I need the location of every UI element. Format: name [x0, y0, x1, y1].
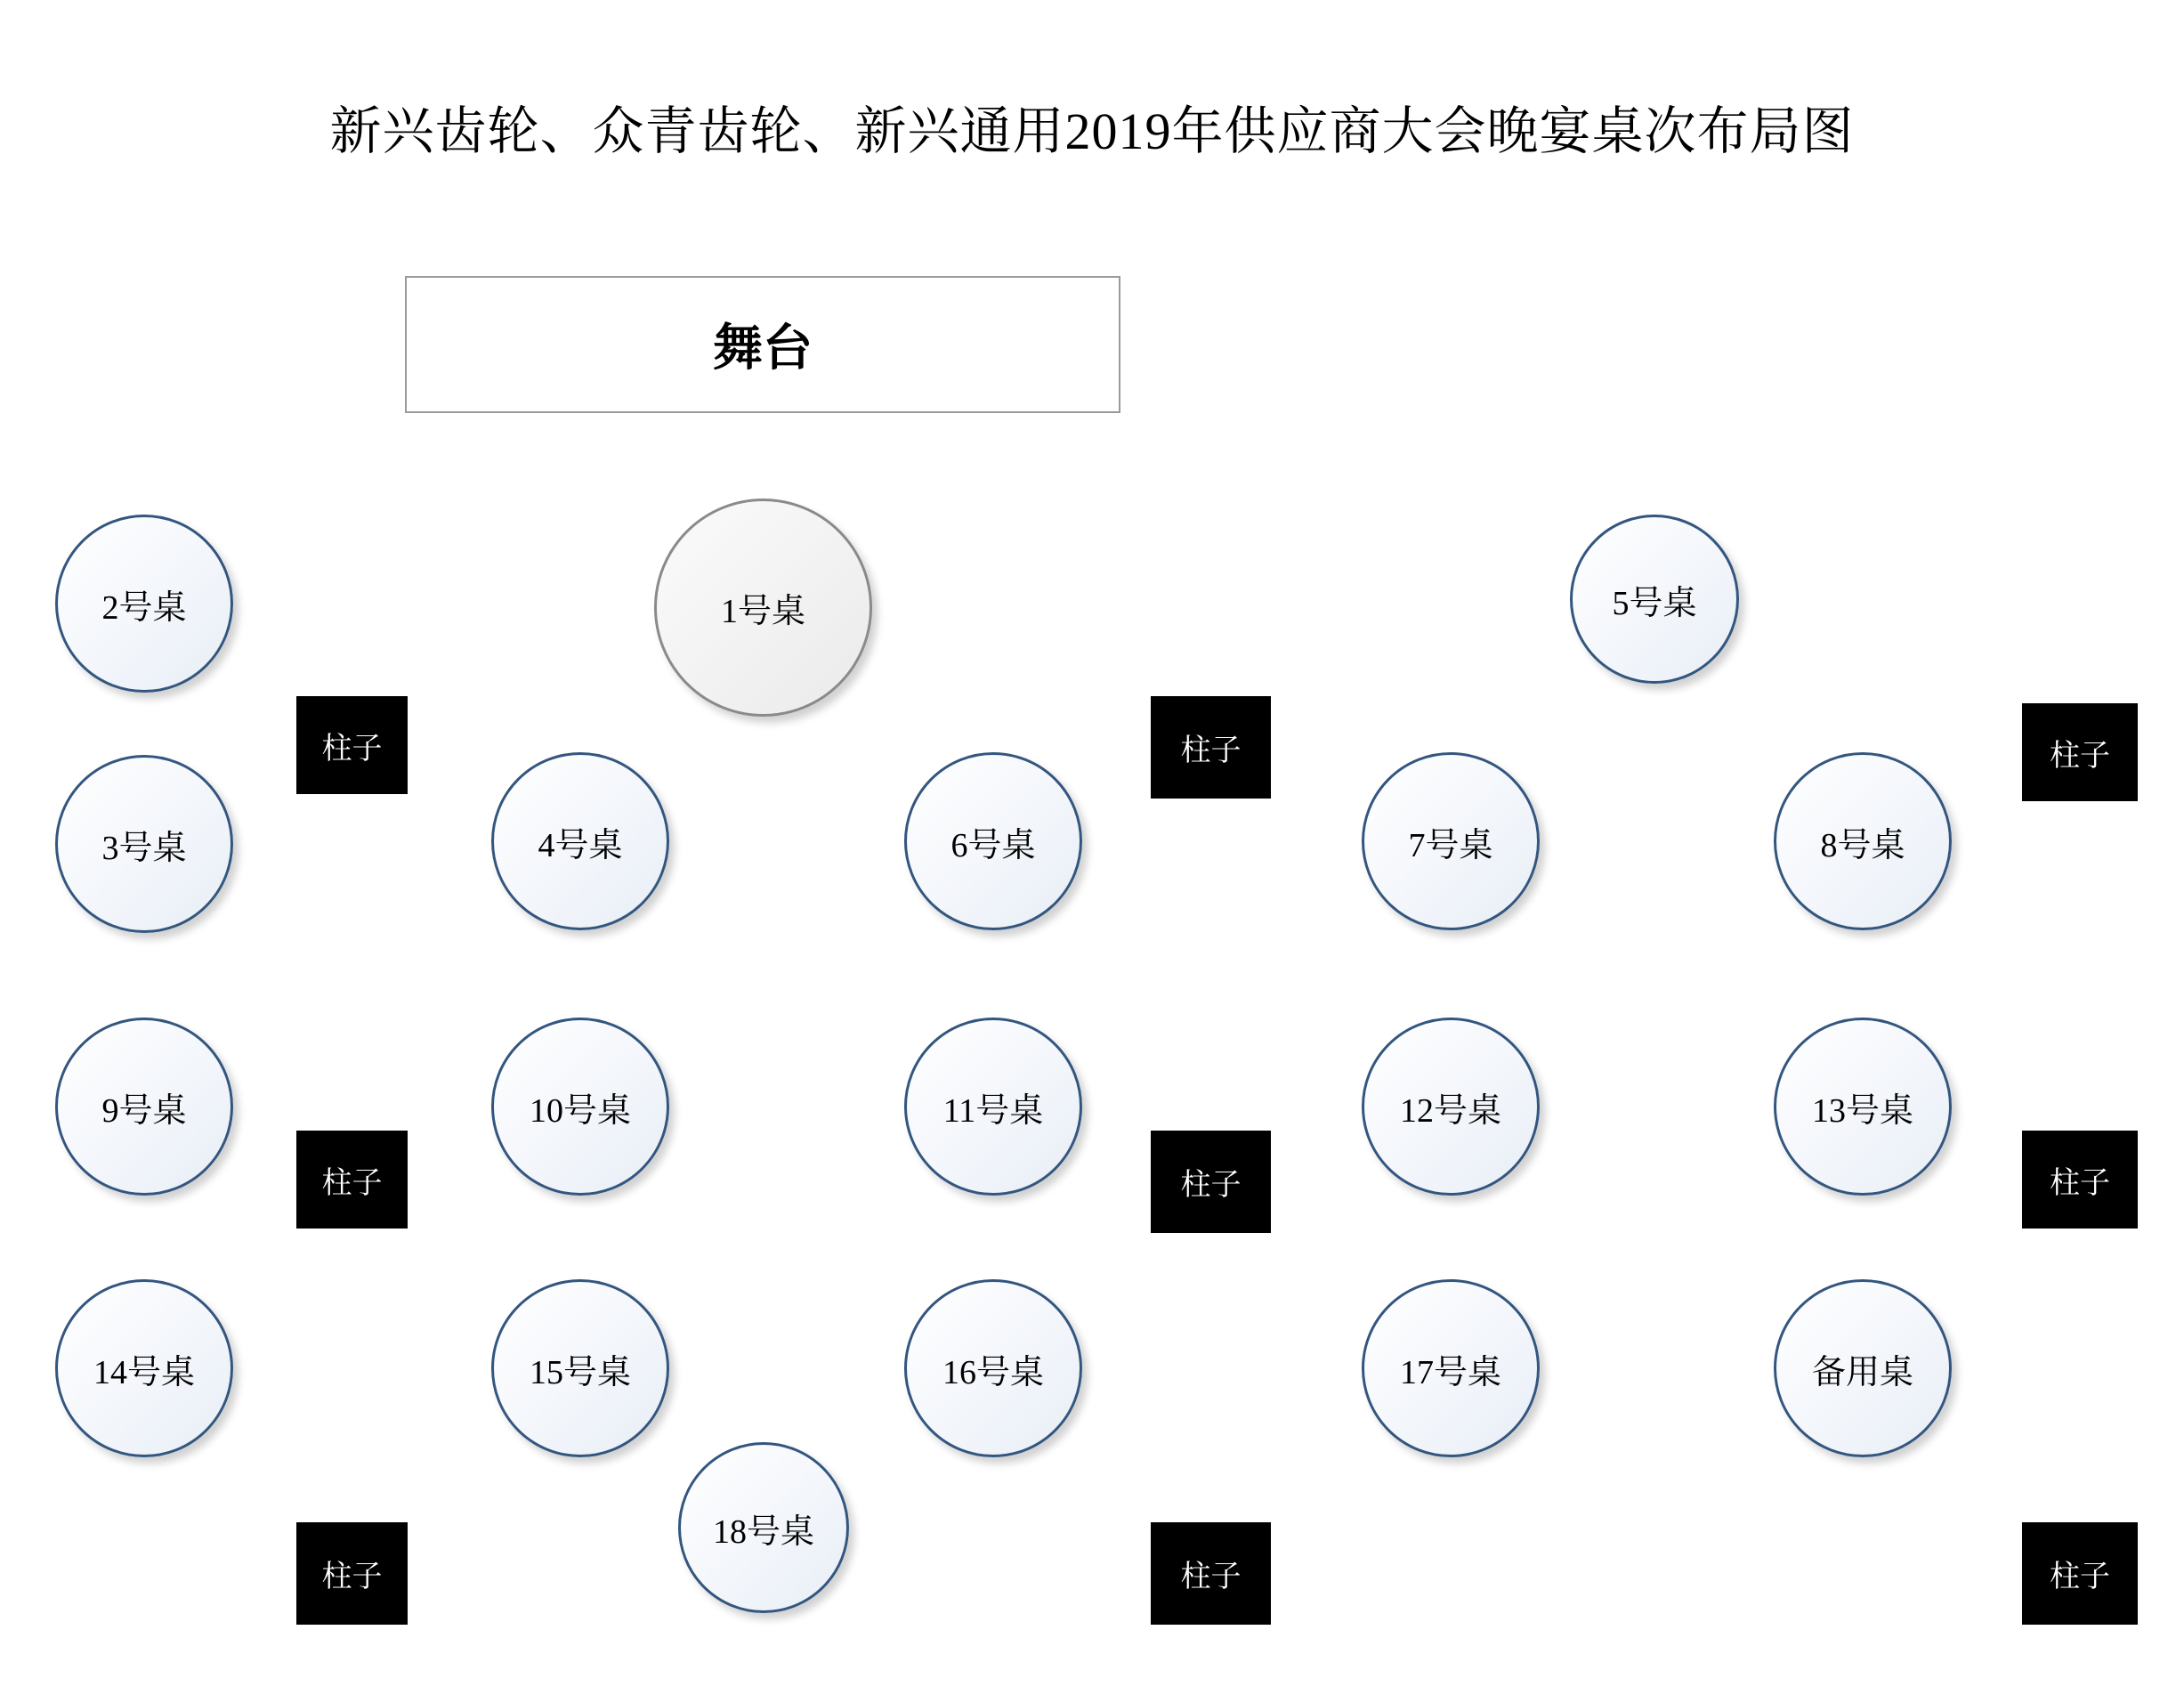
table-circle[interactable]: [904, 1279, 1082, 1457]
table-label: 6号桌: [950, 826, 1036, 864]
pillar-block: [296, 696, 408, 794]
table-circle[interactable]: [1570, 515, 1739, 684]
table-label: 18号桌: [712, 1512, 814, 1551]
table-label: 2号桌: [101, 588, 187, 627]
table-circle[interactable]: [491, 1018, 669, 1196]
table-circle[interactable]: [904, 1018, 1082, 1196]
table-circle[interactable]: [55, 515, 233, 693]
table-circle[interactable]: [55, 1018, 233, 1196]
table-label: 11号桌: [942, 1091, 1044, 1130]
table-circle[interactable]: [55, 755, 233, 933]
table-label: 5号桌: [1612, 584, 1697, 622]
table-label: 14号桌: [93, 1353, 195, 1391]
table-label: 12号桌: [1399, 1091, 1501, 1130]
table-label: 16号桌: [942, 1353, 1044, 1391]
pillar-label: 柱子: [1180, 1561, 1242, 1594]
table-circle[interactable]: [1774, 1018, 1952, 1196]
stage-box: [405, 276, 1120, 413]
pillar-label: 柱子: [1180, 734, 1242, 767]
table-label: 7号桌: [1408, 826, 1493, 864]
pillar-label: 柱子: [2050, 1166, 2110, 1200]
table-circle[interactable]: [491, 752, 669, 930]
table-label: 9号桌: [101, 1091, 187, 1130]
table-circle[interactable]: [678, 1442, 849, 1613]
pillar-label: 柱子: [2050, 1561, 2110, 1594]
table-circle[interactable]: [654, 499, 872, 717]
pillar-block: [2022, 703, 2138, 801]
pillar-block: [296, 1131, 408, 1229]
table-circle[interactable]: [1362, 1279, 1540, 1457]
pillar-label: 柱子: [1180, 1169, 1242, 1202]
pillar-block: [2022, 1522, 2138, 1625]
pillar-label: 柱子: [2050, 739, 2110, 773]
table-circle[interactable]: [1362, 1018, 1540, 1196]
table-label: 10号桌: [529, 1091, 631, 1130]
table-circle[interactable]: [1774, 1279, 1952, 1457]
table-circle[interactable]: [904, 752, 1082, 930]
page-title: 新兴齿轮、众青齿轮、新兴通用2019年供应商大会晚宴桌次布局图: [329, 102, 1855, 160]
table-label: 15号桌: [529, 1353, 631, 1391]
table-label: 3号桌: [101, 829, 187, 867]
table-circle[interactable]: [55, 1279, 233, 1457]
table-circle[interactable]: [1362, 752, 1540, 930]
pillar-block: [1151, 1131, 1271, 1233]
table-label: 备用桌: [1811, 1353, 1913, 1391]
pillar-block: [2022, 1131, 2138, 1229]
pillar-label: 柱子: [321, 1166, 383, 1200]
pillar-block: [1151, 1522, 1271, 1625]
table-label: 13号桌: [1811, 1091, 1913, 1130]
stage-label: 舞台: [713, 320, 813, 377]
pillar-label: 柱子: [321, 732, 383, 766]
pillar-block: [296, 1522, 408, 1625]
table-label: 17号桌: [1399, 1353, 1501, 1391]
pillar-label: 柱子: [321, 1561, 383, 1594]
table-circle[interactable]: [491, 1279, 669, 1457]
table-label: 1号桌: [720, 593, 805, 630]
pillar-block: [1151, 696, 1271, 799]
table-label: 4号桌: [538, 826, 623, 864]
table-circle[interactable]: [1774, 752, 1952, 930]
table-label: 8号桌: [1820, 826, 1905, 864]
